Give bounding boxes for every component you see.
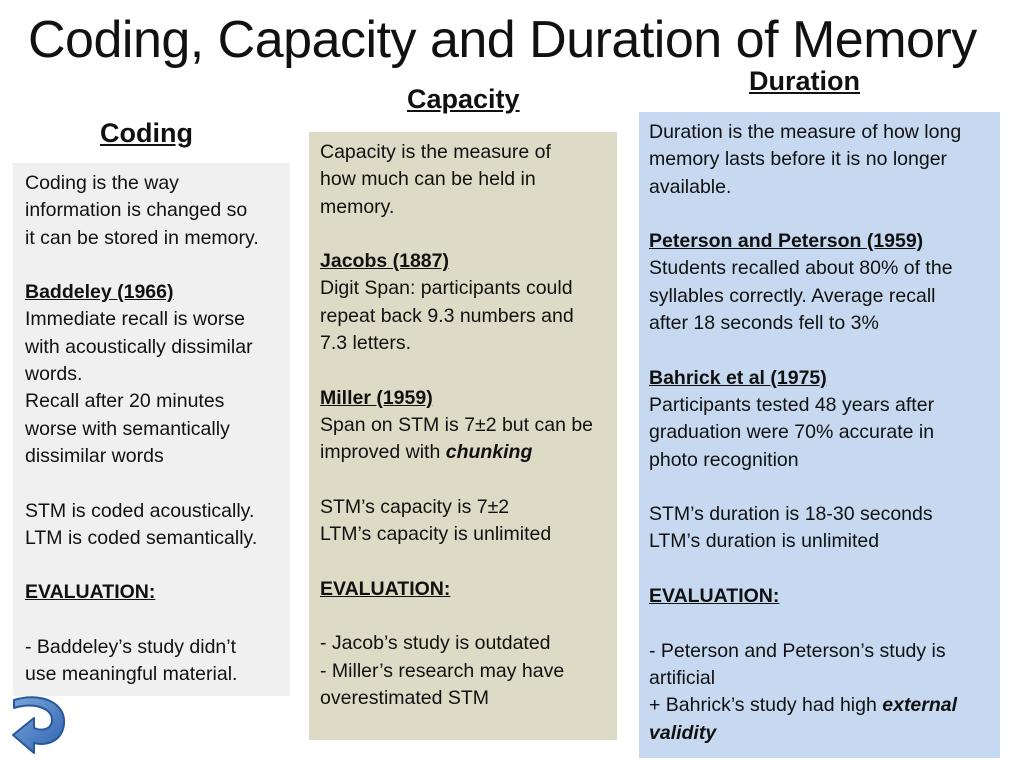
peterson-study-line: syllables correctly. Average recall [649, 284, 936, 307]
coding-study-line: worse with semantically [25, 417, 230, 440]
curved-back-arrow-icon[interactable] [10, 690, 70, 756]
coding-summary-line: LTM is coded semantically. [25, 526, 258, 549]
bahrick-study-line: photo recognition [649, 448, 799, 471]
duration-panel [639, 112, 1000, 758]
peterson-study-ref: Peterson and Peterson (1959) [649, 230, 924, 253]
duration-evaluation-label: EVALUATION: [649, 585, 780, 608]
capacity-panel [309, 132, 617, 740]
coding-study-line: with acoustically dissimilar [25, 335, 253, 358]
duration-definition-line: Duration is the measure of how long [649, 121, 962, 143]
coding-definition-line: Coding is the way [25, 172, 179, 194]
capacity-evaluation-line: overestimated STM [320, 686, 490, 709]
coding-study-line: Recall after 20 minutes [25, 390, 225, 413]
duration-definition-line: available. [649, 175, 732, 198]
coding-heading: Coding [100, 118, 193, 148]
coding-evaluation-label: EVALUATION: [25, 581, 156, 604]
miller-study-line: Span on STM is 7±2 but can be [320, 413, 594, 436]
peterson-study-line: Students recalled about 80% of the [649, 257, 953, 280]
duration-summary-line: LTM’s duration is unlimited [649, 530, 880, 553]
jacobs-study-ref: Jacobs (1887) [320, 250, 449, 273]
duration-heading: Duration [749, 66, 860, 96]
baddeley-study-ref: Baddeley (1966) [25, 281, 174, 304]
duration-evaluation-line: artificial [649, 666, 716, 689]
coding-study-line: dissimilar words [25, 444, 164, 467]
coding-study-line: words. [25, 363, 83, 386]
capacity-definition-line: how much can be held in [320, 168, 536, 191]
peterson-study-line: after 18 seconds fell to 3% [649, 312, 879, 335]
chunking-emphasis: chunking [445, 441, 533, 464]
capacity-definition-line: Capacity is the measure of [320, 141, 551, 163]
coding-evaluation-line: - Baddeley’s study didn’t [25, 636, 237, 659]
coding-evaluation-line: use meaningful material. [25, 663, 238, 686]
jacobs-study-line: repeat back 9.3 numbers and [320, 304, 574, 327]
validity-emphasis: validity [649, 721, 717, 744]
external-emphasis: external [882, 694, 958, 717]
capacity-evaluation-line: - Miller’s research may have [320, 659, 565, 682]
capacity-summary-line: STM’s capacity is 7±2 [320, 495, 510, 518]
miller-study-text: improved with [320, 441, 446, 464]
capacity-summary-line: LTM’s capacity is unlimited [320, 523, 552, 546]
bahrick-study-line: Participants tested 48 years after [649, 393, 935, 416]
bahrick-study-ref: Bahrick et al (1975) [649, 366, 827, 389]
coding-definition-line: it can be stored in memory. [25, 226, 259, 249]
duration-summary-line: STM’s duration is 18-30 seconds [649, 503, 933, 526]
capacity-evaluation-label: EVALUATION: [320, 577, 451, 600]
capacity-definition-line: memory. [320, 195, 395, 218]
coding-definition-line: information is changed so [25, 199, 248, 222]
coding-study-line: Immediate recall is worse [25, 308, 245, 331]
miller-study-line [320, 439, 617, 466]
duration-definition-line: memory lasts before it is no longer [649, 148, 948, 171]
coding-panel [13, 163, 290, 696]
jacobs-study-line: Digit Span: participants could [320, 277, 573, 300]
bahrick-study-line: graduation were 70% accurate in [649, 421, 935, 444]
coding-summary-line: STM is coded acoustically. [25, 499, 255, 522]
capacity-heading: Capacity [407, 84, 520, 114]
duration-evaluation-line: - Peterson and Peterson’s study is [649, 639, 946, 662]
slide-title: Coding, Capacity and Duration of Memory [28, 11, 977, 69]
miller-study-ref: Miller (1959) [320, 386, 433, 409]
jacobs-study-line: 7.3 letters. [320, 332, 412, 355]
capacity-evaluation-line: - Jacob’s study is outdated [320, 632, 551, 655]
duration-evaluation-line [649, 692, 1000, 719]
bahrick-evaluation-text: + Bahrick’s study had high [649, 694, 883, 717]
